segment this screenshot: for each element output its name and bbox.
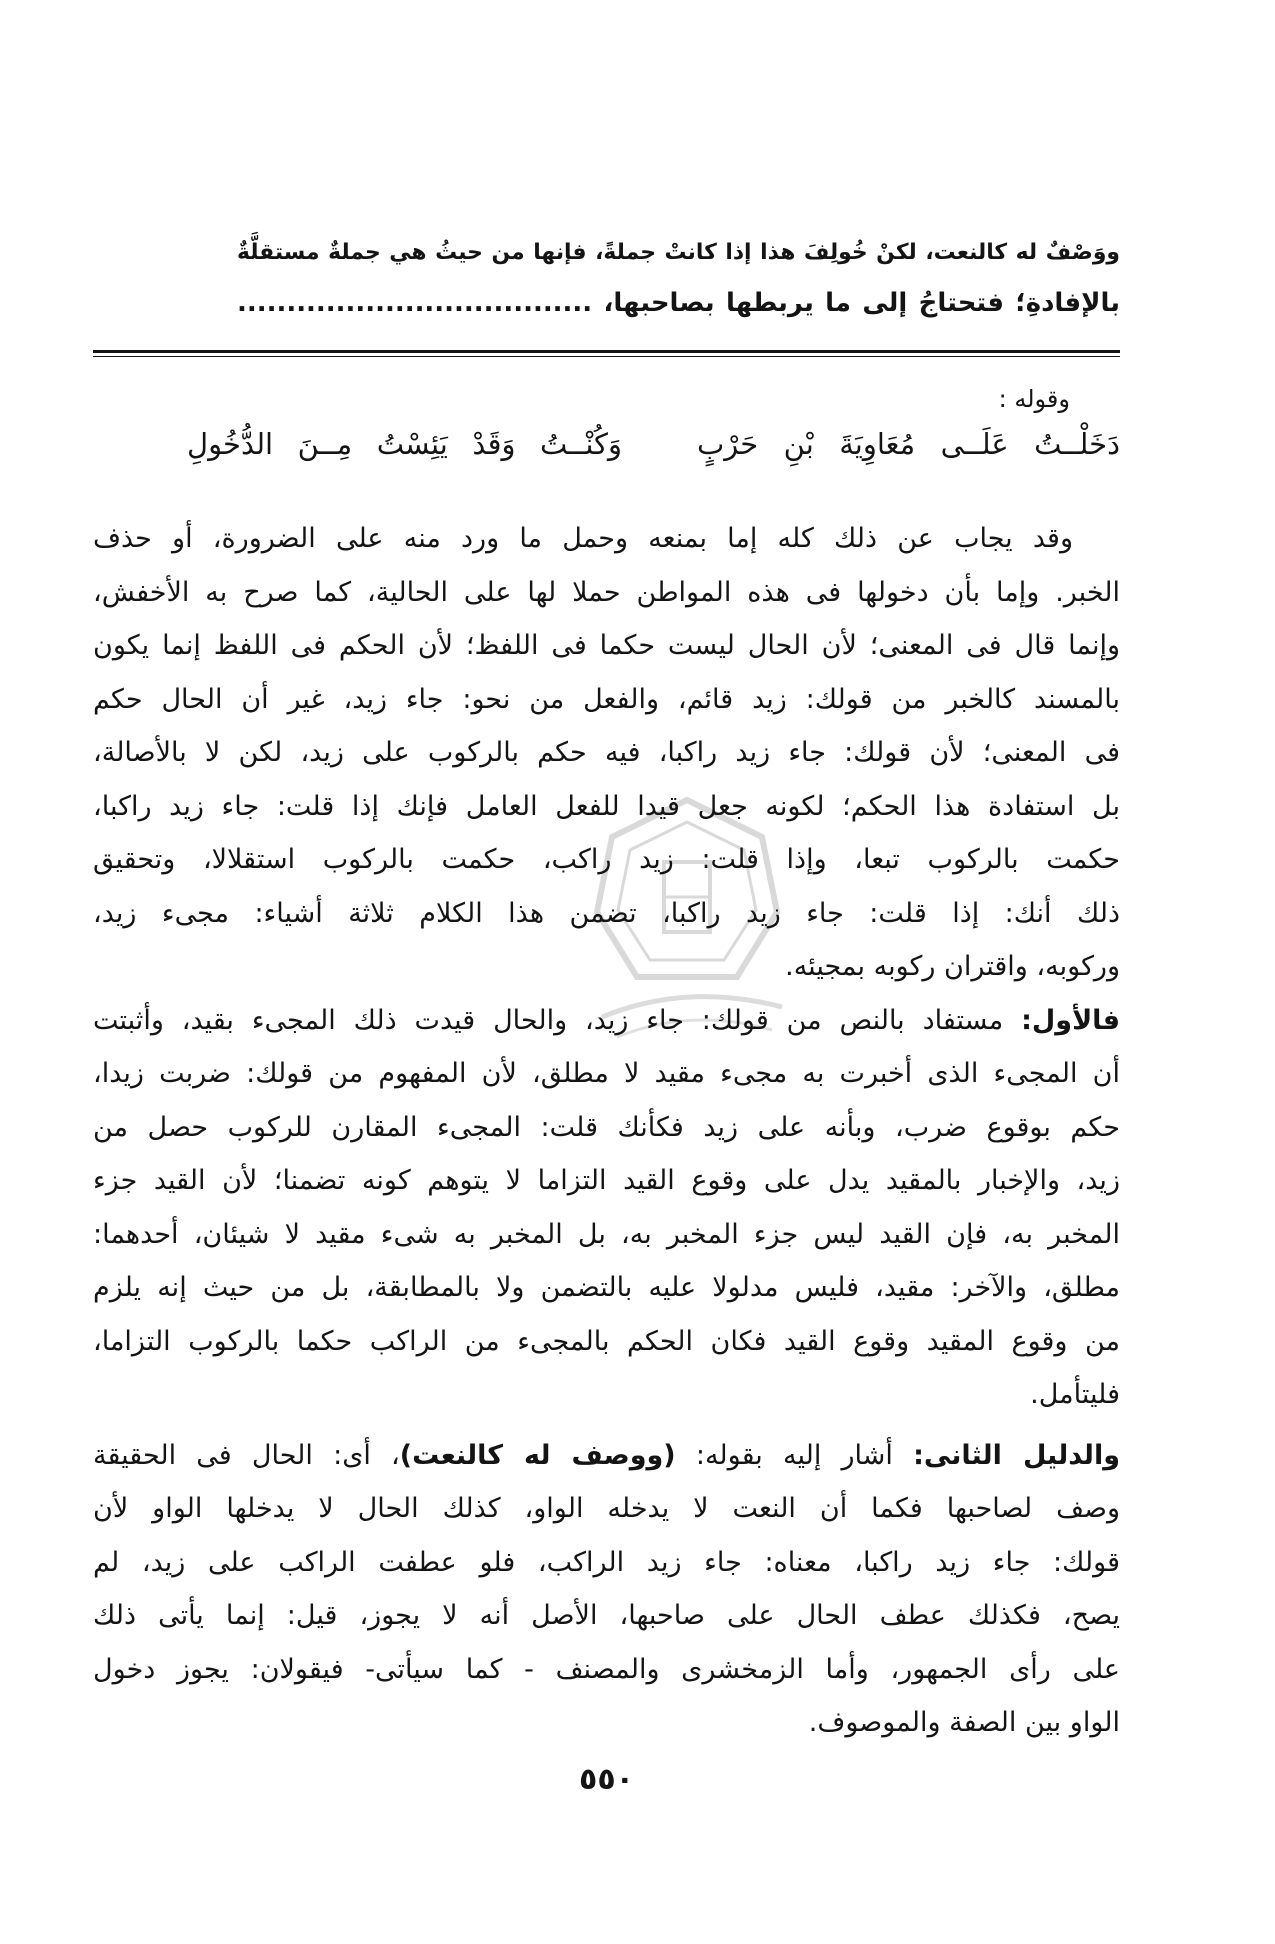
paragraph-line: بالمسند كالخبر من قولك: زيد قائم، والفعل من نحو: جاء زيد، غير أن الحال حكم	[93, 683, 1120, 715]
paragraph-line: فى المعنى؛ لأن قولك: جاء زيد راكبا، فيه حكم بالركوب على زيد، لكن لا بالأصالة،	[93, 737, 1120, 768]
paragraph-line: وإنما قال فى المعنى؛ لأن الحال ليست حكما فى اللفظ؛ لأن الحكم فى اللفظ إنما يكون	[93, 630, 1120, 661]
paragraph-line: وقد يجاب عن ذلك كله إما بمنعه وحمل ما ورد منه على الضرورة، أو حذف	[93, 523, 1073, 554]
lead-term: فالأول:	[1021, 1004, 1120, 1036]
paragraph-line: الخبر. وإما بأن دخولها فى هذه المواطن حملا لها على الحالية، كما صرح به الأخفش،	[93, 576, 1120, 608]
paragraph-line: حكم بوقوع ضرب، وبأنه على زيد فكأنك قلت: المجىء المقارن للركوب حصل من	[93, 1111, 1120, 1143]
paragraph-line: حكمت بالركوب تبعا، وإذا قلت: زيد راكب، حكمت بالركوب استقلالا، وتحقيق	[93, 844, 1120, 875]
paragraph-line: يصح، فكذلك عطف الحال على صاحبها، الأصل أنه لا يجوز، قيل: إنما يأتى ذلك	[93, 1600, 1120, 1631]
main-text-line: ووَصْفٌ له كالنعت، لكنْ خُولِفَ هذا إذا كانتْ جملةً، فإنها من حيثُ هي جملةٌ مستقلَّةٌ	[237, 240, 1120, 265]
commentary-block	[93, 512, 1120, 1750]
line-text: مستفاد بالنص من قولك: جاء زيد، والحال قيدت ذلك المجىء بقيد، وأثبتت	[93, 1004, 1004, 1036]
paragraph-line: بل استفادة هذا الحكم؛ لكونه جعل قيدا للفعل العامل فإنك إذا قلت: جاء زيد راكبا،	[93, 790, 1120, 822]
paragraph-line: وركوبه، واقتران ركوبه بمجيئه.	[785, 951, 1120, 982]
line-text: أشار إليه بقوله:	[695, 1439, 893, 1471]
paragraph-line: من وقوع المقيد وقوع القيد فكان الحكم بالمجىء من الراكب حكما بالركوب التزاما،	[93, 1325, 1120, 1357]
paragraph-line: المخبر به، فإن القيد ليس جزء المخبر به، بل المخبر به شىء مقيد لا شيئان، أحدهما:	[93, 1218, 1120, 1250]
paragraph-line	[93, 1429, 1120, 1483]
paragraph-2	[93, 994, 1120, 1422]
paragraph-line: على رأى الجمهور، وأما الزمخشرى والمصنف - كما سيأتى- فيقولان: يجوز دخول	[93, 1653, 1120, 1685]
section-divider	[93, 350, 1120, 357]
paragraph-line: وصف لصاحبها فكما أن النعت لا يدخله الواو، كذلك الحال لا يدخلها الواو لأن	[93, 1493, 1120, 1524]
paragraph-line: الواو بين الصفة والموصوف.	[808, 1707, 1120, 1738]
paragraph-line: مطلق، والآخر: مقيد، فليس مدلولا عليه بالتضمن ولا بالمطابقة، بل من حيث إنه يلزم	[93, 1272, 1120, 1303]
paragraph-line: أن المجىء الذى أخبرت به مجىء مقيد لا مطلق، لأن المفهوم من قولك: ضربت زيدا،	[93, 1058, 1120, 1089]
line-text: ، أى: الحال فى الحقيقة	[93, 1439, 400, 1471]
verse-intro: وقوله :	[998, 385, 1070, 413]
paragraph-1	[93, 512, 1120, 994]
paragraph-line: فليتأمل.	[1030, 1379, 1120, 1410]
page-number: ٥٥٠	[579, 1762, 634, 1797]
paragraph-line	[93, 994, 1120, 1048]
main-text-block	[237, 228, 1120, 328]
paragraph-line: زيد، والإخبار بالمقيد يدل على وقوع القيد التزاما لا يتوهم كونه تضمنا؛ لأن القيد جزء	[93, 1165, 1120, 1196]
paragraph-line: ذلك أنك: إذا قلت: جاء زيد راكبا، تضمن هذا الكلام ثلاثة أشياء: مجىء زيد،	[93, 897, 1120, 929]
quoted-text: (ووصف له كالنعت)	[399, 1439, 676, 1471]
verse-second-hemistich: وَكُنْــتُ وَقَدْ يَئِسْتُ مِــنَ الدُّخُولِ	[187, 427, 622, 461]
verse-first-hemistich: دَخَلْــتُ عَلَــى مُعَاوِيَةَ بْنِ حَرْبٍ	[697, 427, 1120, 461]
lead-term: والدليل الثانى:	[913, 1439, 1120, 1471]
main-text-line: بالإفادةِ؛ فتحتاجُ إلى ما يربطها بصاحبها، ....................................	[237, 288, 1120, 318]
paragraph-line: قولك: جاء زيد راكبا، معناه: جاء زيد الراكب، فلو عطفت الراكب على زيد، لم	[93, 1546, 1120, 1578]
paragraph-3	[93, 1429, 1120, 1750]
